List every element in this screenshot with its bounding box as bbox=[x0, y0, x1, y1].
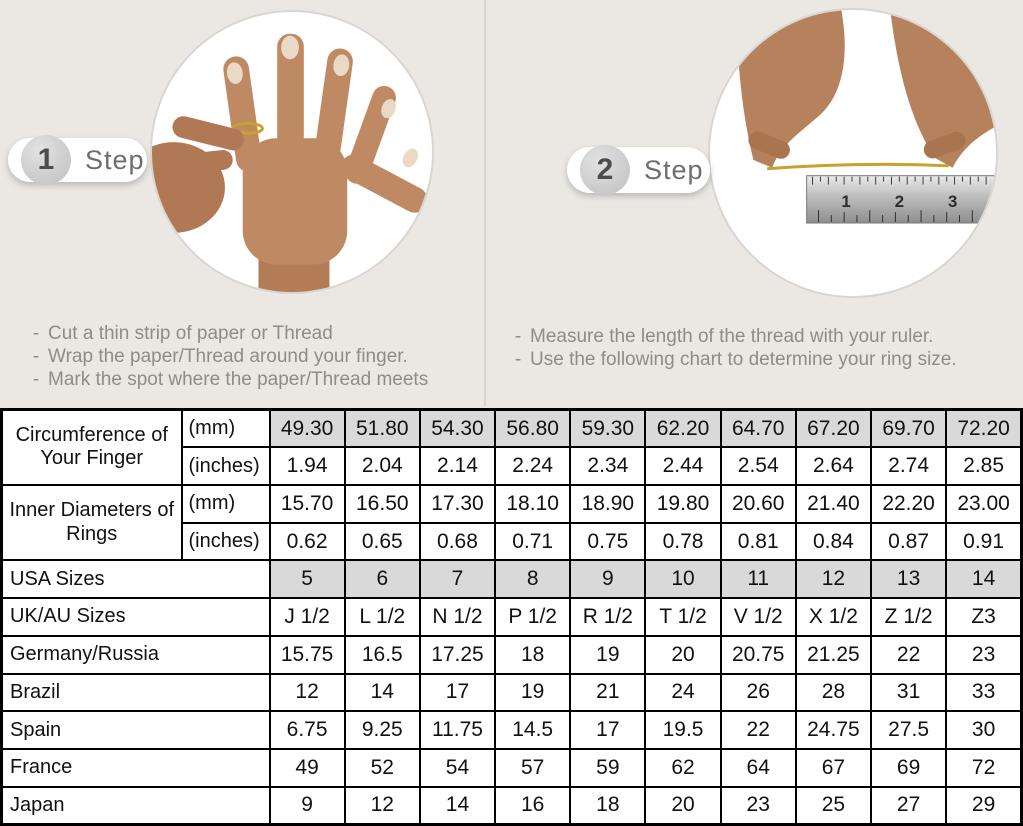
size-value: 56.80 bbox=[495, 410, 570, 448]
size-value: 23.00 bbox=[946, 485, 1021, 523]
size-value: 0.68 bbox=[420, 523, 495, 561]
size-value: 0.62 bbox=[270, 523, 345, 561]
right-hand bbox=[889, 10, 996, 168]
size-value: 19 bbox=[495, 674, 570, 712]
size-value: 67.20 bbox=[796, 410, 871, 448]
size-value: 62 bbox=[645, 749, 720, 787]
size-value: 14 bbox=[946, 560, 1021, 598]
chart-row bbox=[2, 636, 1022, 674]
size-value: 0.87 bbox=[871, 523, 946, 561]
row-label: UK/AU Sizes bbox=[2, 598, 270, 636]
size-value: 6.75 bbox=[270, 711, 345, 749]
step-1-instructions bbox=[24, 322, 494, 391]
size-value: 16 bbox=[495, 787, 570, 825]
size-value: 21 bbox=[570, 674, 645, 712]
instruction-text: Measure the length of the thread with your ruler. bbox=[530, 326, 934, 347]
size-value: 33 bbox=[946, 674, 1021, 712]
size-value: 24 bbox=[645, 674, 720, 712]
size-value: 0.84 bbox=[796, 523, 871, 561]
size-value: 11.75 bbox=[420, 711, 495, 749]
size-value: 25 bbox=[796, 787, 871, 825]
row-label: Germany/Russia bbox=[2, 636, 270, 674]
size-value: 14 bbox=[345, 674, 420, 712]
size-value: 26 bbox=[721, 674, 796, 712]
ruler-number-1: 1 bbox=[841, 192, 851, 212]
size-value: 54 bbox=[420, 749, 495, 787]
instruction-line bbox=[24, 368, 494, 391]
size-value: V 1/2 bbox=[721, 598, 796, 636]
size-chart-body bbox=[2, 410, 1022, 825]
instruction-text: Use the following chart to determine your ring size. bbox=[530, 349, 957, 370]
size-value: 2.64 bbox=[796, 447, 871, 485]
chart-row bbox=[2, 598, 1022, 636]
unit-label: (inches) bbox=[182, 447, 270, 485]
unit-label: (inches) bbox=[182, 523, 270, 561]
size-value: 21.25 bbox=[796, 636, 871, 674]
size-value: 0.75 bbox=[570, 523, 645, 561]
size-value: 19.80 bbox=[645, 485, 720, 523]
size-value: 24.75 bbox=[796, 711, 871, 749]
step-1-label: Step bbox=[85, 144, 145, 175]
size-value: 59.30 bbox=[570, 410, 645, 448]
step-1-badge bbox=[8, 138, 147, 182]
step-2-badge bbox=[567, 147, 710, 193]
size-value: 49.30 bbox=[270, 410, 345, 448]
size-value: 28 bbox=[796, 674, 871, 712]
size-value: 31 bbox=[871, 674, 946, 712]
size-value: 9 bbox=[270, 787, 345, 825]
size-value: 0.65 bbox=[345, 523, 420, 561]
size-value: 18.90 bbox=[570, 485, 645, 523]
size-value: 54.30 bbox=[420, 410, 495, 448]
step-2-photo bbox=[708, 8, 998, 298]
size-value: 64.70 bbox=[721, 410, 796, 448]
size-value: 13 bbox=[871, 560, 946, 598]
dash-bullet: - bbox=[32, 323, 40, 344]
instruction-text: Cut a thin strip of paper or Thread bbox=[48, 323, 333, 344]
instruction-line bbox=[24, 322, 494, 345]
row-label: Japan bbox=[2, 787, 270, 825]
steps-section bbox=[0, 0, 1023, 408]
chart-row bbox=[2, 485, 1022, 523]
left-hand bbox=[737, 10, 844, 168]
unit-label: (mm) bbox=[182, 410, 270, 448]
chart-row bbox=[2, 711, 1022, 749]
size-value: 10 bbox=[645, 560, 720, 598]
instruction-text: Mark the spot where the paper/Thread meets bbox=[48, 369, 429, 390]
size-value: 16.50 bbox=[345, 485, 420, 523]
size-value: 22.20 bbox=[871, 485, 946, 523]
gold-thread bbox=[767, 164, 948, 168]
size-value: 20 bbox=[645, 787, 720, 825]
size-value: 2.34 bbox=[570, 447, 645, 485]
dash-bullet: - bbox=[514, 326, 522, 347]
row-label: Brazil bbox=[2, 674, 270, 712]
step-2-number: 2 bbox=[580, 145, 630, 195]
size-value: 2.44 bbox=[645, 447, 720, 485]
hand-with-thread-illustration bbox=[152, 12, 432, 292]
size-value: 67 bbox=[796, 749, 871, 787]
size-value: 51.80 bbox=[345, 410, 420, 448]
size-value: 62.20 bbox=[645, 410, 720, 448]
ring-size-chart-table bbox=[0, 408, 1023, 826]
size-value: 23 bbox=[946, 636, 1021, 674]
size-value: 0.81 bbox=[721, 523, 796, 561]
chart-row bbox=[2, 787, 1022, 825]
size-value: 49 bbox=[270, 749, 345, 787]
ruler-measurement-illustration bbox=[710, 10, 996, 296]
size-value: 69.70 bbox=[871, 410, 946, 448]
vertical-divider bbox=[484, 0, 486, 406]
size-value: 12 bbox=[345, 787, 420, 825]
size-value: 15.70 bbox=[270, 485, 345, 523]
size-value: 2.24 bbox=[495, 447, 570, 485]
size-value: 12 bbox=[270, 674, 345, 712]
size-value: 2.04 bbox=[345, 447, 420, 485]
chart-row bbox=[2, 560, 1022, 598]
size-value: 9.25 bbox=[345, 711, 420, 749]
size-value: 27.5 bbox=[871, 711, 946, 749]
size-value: 17.30 bbox=[420, 485, 495, 523]
instruction-text: Wrap the paper/Thread around your finger. bbox=[48, 346, 408, 367]
size-value: 18 bbox=[570, 787, 645, 825]
chart-row bbox=[2, 410, 1022, 448]
size-value: 17 bbox=[420, 674, 495, 712]
size-value: 69 bbox=[871, 749, 946, 787]
dash-bullet: - bbox=[32, 369, 40, 390]
size-value: 18 bbox=[495, 636, 570, 674]
size-value: 72 bbox=[946, 749, 1021, 787]
size-value: X 1/2 bbox=[796, 598, 871, 636]
size-value: Z 1/2 bbox=[871, 598, 946, 636]
size-value: 20 bbox=[645, 636, 720, 674]
size-value: 59 bbox=[570, 749, 645, 787]
size-value: T 1/2 bbox=[645, 598, 720, 636]
size-value: 2.85 bbox=[946, 447, 1021, 485]
chart-row bbox=[2, 749, 1022, 787]
instruction-line bbox=[506, 348, 1018, 371]
size-value: R 1/2 bbox=[570, 598, 645, 636]
size-value: 8 bbox=[495, 560, 570, 598]
size-value: 27 bbox=[871, 787, 946, 825]
step-1-photo bbox=[150, 10, 434, 294]
ruler-number-3: 3 bbox=[947, 192, 958, 212]
size-value: 17.25 bbox=[420, 636, 495, 674]
size-value: J 1/2 bbox=[270, 598, 345, 636]
dash-bullet: - bbox=[32, 346, 40, 367]
size-value: 15.75 bbox=[270, 636, 345, 674]
size-value: 9 bbox=[570, 560, 645, 598]
size-value: 14 bbox=[420, 787, 495, 825]
size-value: 30 bbox=[946, 711, 1021, 749]
size-value: 23 bbox=[721, 787, 796, 825]
row-label: Spain bbox=[2, 711, 270, 749]
step-2-instructions bbox=[506, 325, 1018, 371]
step-2-label: Step bbox=[644, 154, 704, 185]
size-value: 7 bbox=[420, 560, 495, 598]
size-value: 17 bbox=[570, 711, 645, 749]
instruction-line bbox=[506, 325, 1018, 348]
size-value: N 1/2 bbox=[420, 598, 495, 636]
size-value: 2.14 bbox=[420, 447, 495, 485]
size-value: 2.54 bbox=[721, 447, 796, 485]
instruction-line bbox=[24, 345, 494, 368]
size-value: 72.20 bbox=[946, 410, 1021, 448]
size-value: 20.75 bbox=[721, 636, 796, 674]
size-value: Z3 bbox=[946, 598, 1021, 636]
size-value: 5 bbox=[270, 560, 345, 598]
size-value: 0.91 bbox=[946, 523, 1021, 561]
size-value: 22 bbox=[871, 636, 946, 674]
size-value: L 1/2 bbox=[345, 598, 420, 636]
dash-bullet: - bbox=[514, 349, 522, 370]
size-value: 0.71 bbox=[495, 523, 570, 561]
row-label: France bbox=[2, 749, 270, 787]
size-value: 11 bbox=[721, 560, 796, 598]
size-value: 14.5 bbox=[495, 711, 570, 749]
ruler-number-2: 2 bbox=[894, 192, 905, 212]
size-value: 21.40 bbox=[796, 485, 871, 523]
size-value: 22 bbox=[721, 711, 796, 749]
size-value: 52 bbox=[345, 749, 420, 787]
size-value: 6 bbox=[345, 560, 420, 598]
row-group-label: Inner Diameters of Rings bbox=[2, 485, 182, 560]
size-value: 20.60 bbox=[721, 485, 796, 523]
row-label: USA Sizes bbox=[2, 560, 270, 598]
size-value: 29 bbox=[946, 787, 1021, 825]
size-value: 0.78 bbox=[645, 523, 720, 561]
size-value: 1.94 bbox=[270, 447, 345, 485]
size-value: 19.5 bbox=[645, 711, 720, 749]
size-value: 16.5 bbox=[345, 636, 420, 674]
size-value: 64 bbox=[721, 749, 796, 787]
size-value: 57 bbox=[495, 749, 570, 787]
ruler bbox=[807, 176, 996, 223]
step-1-number: 1 bbox=[21, 135, 71, 185]
size-value: 19 bbox=[570, 636, 645, 674]
size-value: 2.74 bbox=[871, 447, 946, 485]
size-value: 18.10 bbox=[495, 485, 570, 523]
unit-label: (mm) bbox=[182, 485, 270, 523]
size-value: P 1/2 bbox=[495, 598, 570, 636]
helper-hand bbox=[152, 114, 246, 233]
chart-row bbox=[2, 674, 1022, 712]
row-group-label: Circumference of Your Finger bbox=[2, 410, 182, 485]
size-value: 12 bbox=[796, 560, 871, 598]
